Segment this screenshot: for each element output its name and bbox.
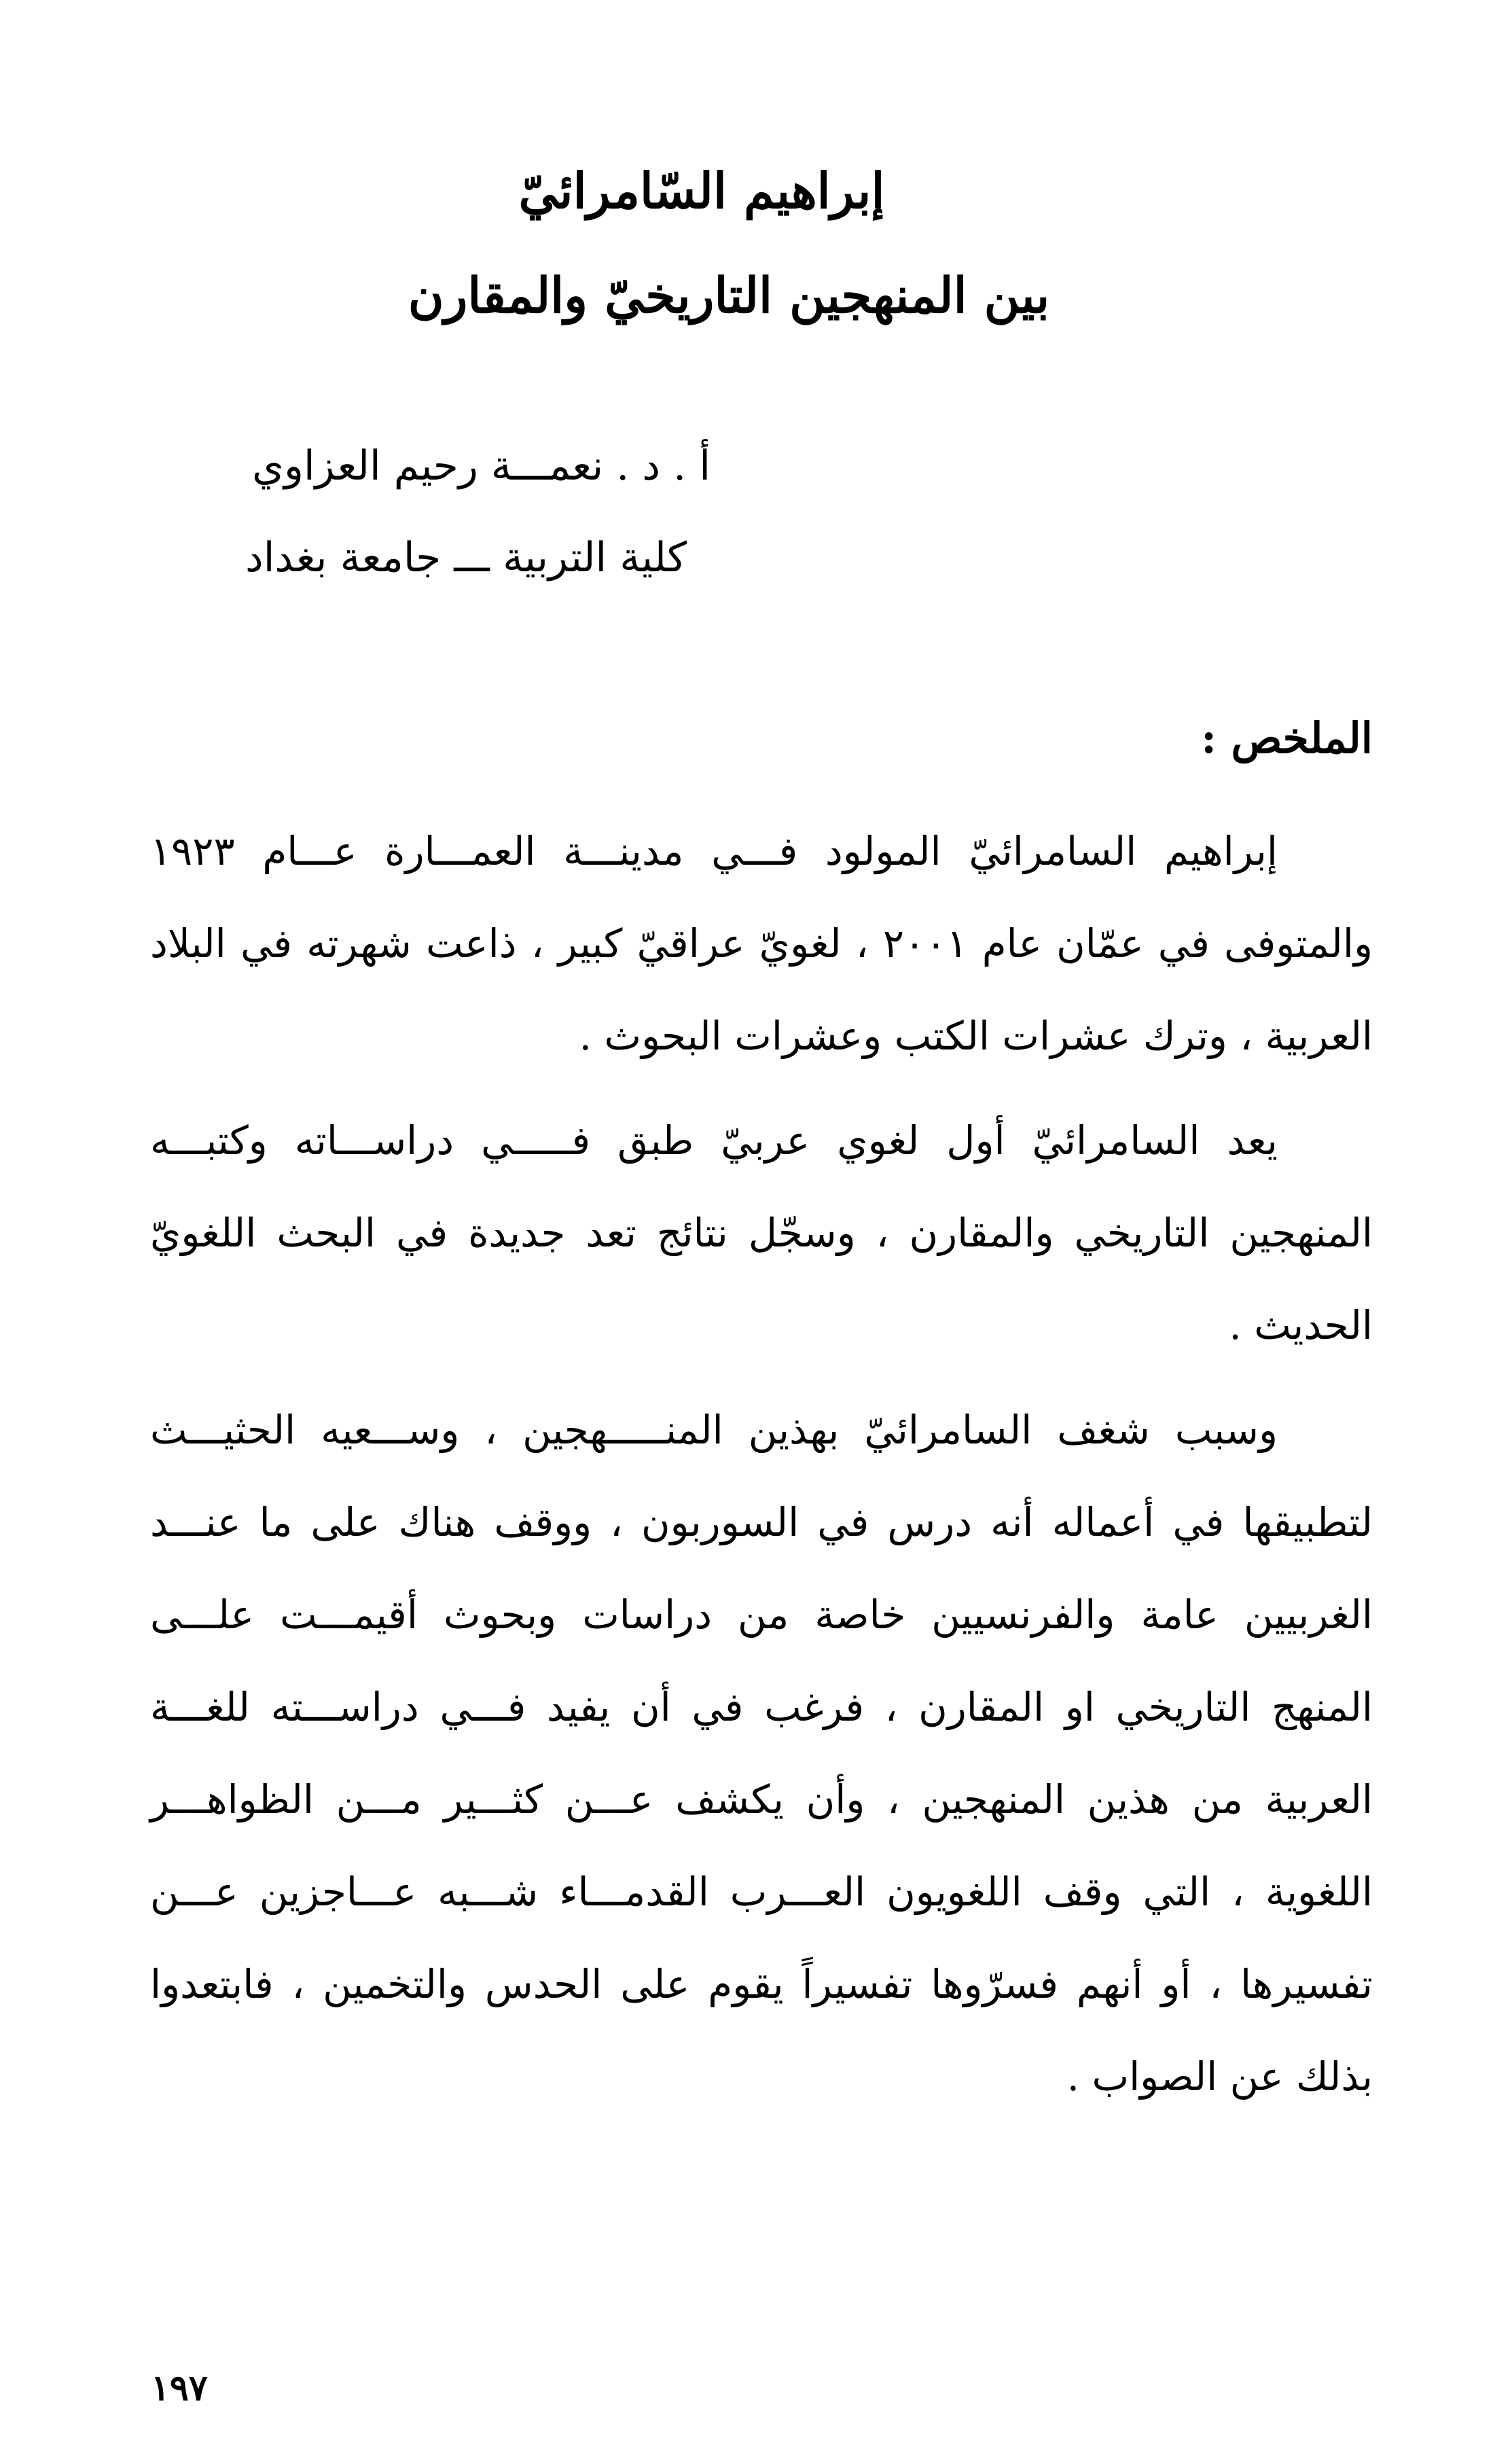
abstract-paragraph-3: وسبب شغف السامرائيّ بهذين المنـــــهجين ، وســـعيه الحثيـــث لتطبيقها في أعماله أنه درس في السوربون ، ووقف هناك على ما عنـــد الغربيين عامة والفرنسيين خاصة من دراسات وبحوث أقيمـــت علـــى المنهج التاريخي او المقارن ، فرغب في أن يفيد فـــي دراســـته للغـــة العربية من هذين المنهجين ، وأن يكشف عـــن كثـــير مـــن الظواهـــر اللغوية ، التي وقف اللغويون العـــرب القدمـــاء شـــبه عـــاجزين عـــن تفسيرها ، أو أنهم فسرّوها تفسيراً يقوم على الحدس والتخمين ، فابتعدوا بذلك عن الصواب . bbox=[150, 1407, 1373, 2100]
abstract-heading: الملخص : bbox=[1201, 713, 1373, 763]
title-line-2: بين المنهجين التاريخيّ والمقارن bbox=[408, 266, 1050, 324]
page-number: ١٩٧ bbox=[151, 2367, 208, 2409]
abstract-paragraph-1: إبراهيم السامرائيّ المولود فـــي مدينـــة العمـــارة عـــام ١٩٢٣ والمتوفى في عمّان عام ٢٠٠١ ، لغويّ عراقيّ كبير ، ذاعت شهرته في البلاد العربية ، وترك عشرات الكتب وعشرات البحوث . bbox=[150, 828, 1373, 1059]
title-line-1: إبراهيم السّامرائيّ bbox=[518, 162, 885, 219]
author-affiliation: كلية التربية ـــ جامعة بغداد bbox=[245, 534, 687, 581]
abstract-body bbox=[150, 805, 1373, 2128]
abstract-paragraph-2: يعد السامرائيّ أول لغوي عربيّ طبق فـــــي دراســـاته وكتبـــه المنهجين التاريخي والمقارن ، وسجّل نتائج تعد جديدة في البحث اللغويّ الحديث . bbox=[150, 1117, 1373, 1348]
author-name: أ . د . نعمـــة رحيم العزاوي bbox=[252, 442, 710, 490]
